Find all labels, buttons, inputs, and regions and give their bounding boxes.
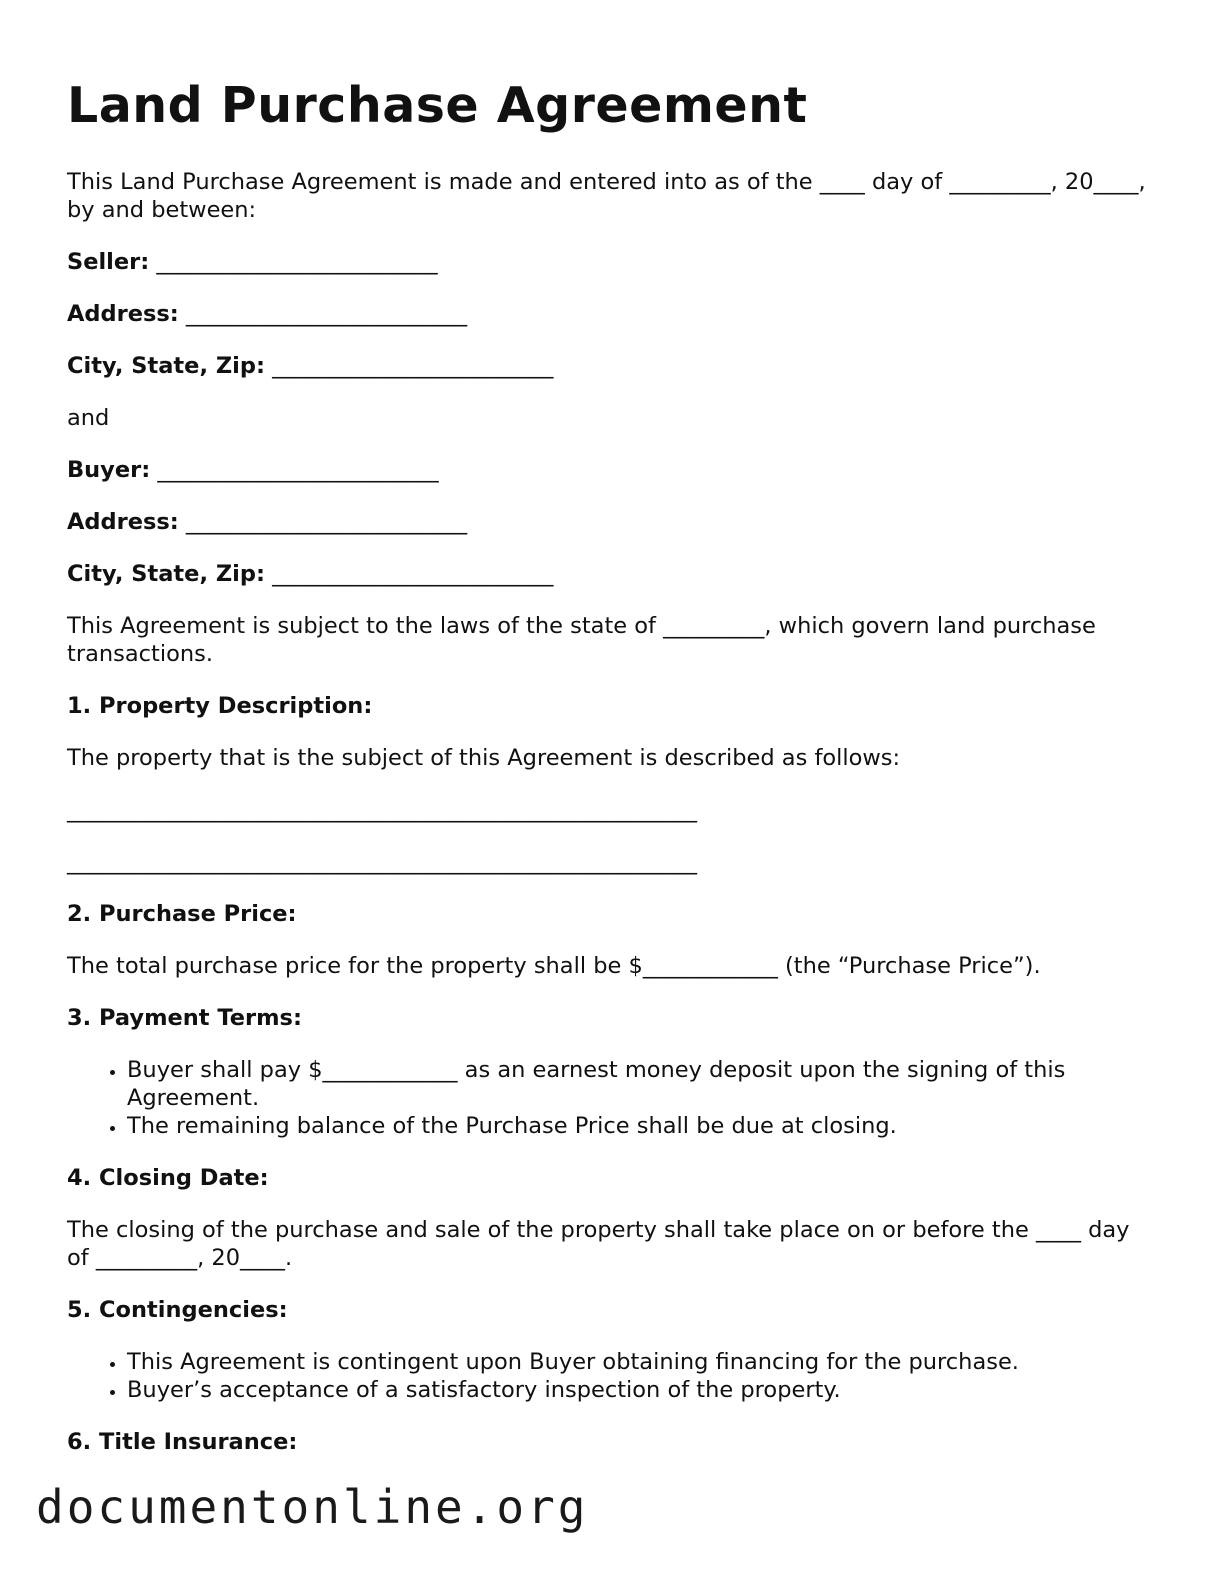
governing-law-paragraph: This Agreement is subject to the laws of the state of _________, which govern land purchase transactions.: [67, 613, 1096, 668]
buyer-address-field: [67, 508, 1157, 536]
seller-city-field: [67, 352, 1157, 380]
seller-city-label: City, State, Zip:: [67, 353, 265, 380]
page-title: Land Purchase Agreement: [67, 77, 808, 134]
section-1-text: The property that is the subject of this Agreement is described as follows:: [67, 745, 901, 772]
section-4-text: The closing of the purchase and sale of the property shall take place on or before the ____ day of _________, 20____.: [67, 1217, 1130, 1272]
section-2-heading: 2. Purchase Price:: [67, 901, 297, 928]
watermark: documentonline.org: [36, 1480, 589, 1534]
seller-address-field: [67, 300, 1157, 328]
section-3-heading: 3. Payment Terms:: [67, 1005, 302, 1032]
seller-city-blank[interactable]: _________________________: [272, 353, 554, 380]
section-2-text: The total purchase price for the property shall be $____________ (the “Purchase Price”).: [67, 953, 1041, 980]
seller-address-blank[interactable]: _________________________: [185, 301, 468, 328]
buyer-city-field: [67, 560, 1157, 588]
seller-address-label: Address:: [67, 301, 179, 328]
buyer-address-label: Address:: [67, 509, 179, 536]
seller-name-blank[interactable]: _________________________: [156, 249, 438, 276]
intro-paragraph: This Land Purchase Agreement is made and entered into as of the ____ day of _________, 20____, by and between:: [67, 169, 1146, 224]
document-page: [67, 78, 1157, 1480]
list-item: • This Agreement is contingent upon Buyer obtaining financing for the purchase.: [127, 1348, 1157, 1376]
buyer-name-label: Buyer:: [67, 457, 151, 484]
conjunction-text: and: [67, 405, 110, 432]
seller-name-label: Seller:: [67, 249, 150, 276]
buyer-address-blank[interactable]: _________________________: [185, 509, 468, 536]
section-1-heading: 1. Property Description:: [67, 693, 373, 720]
buyer-city-label: City, State, Zip:: [67, 561, 265, 588]
buyer-name-blank[interactable]: _________________________: [157, 457, 439, 484]
section-6-heading: 6. Title Insurance:: [67, 1429, 298, 1456]
list-item: • Buyer shall pay $____________ as an earnest money deposit upon the signing of this Agreement.: [127, 1056, 1157, 1112]
property-description-line-2[interactable]: ________________________________________________________: [67, 849, 697, 876]
section-4-heading: 4. Closing Date:: [67, 1165, 269, 1192]
contingencies-list: [67, 1348, 1157, 1404]
list-item: • Buyer’s acceptance of a satisfactory inspection of the property.: [127, 1376, 1157, 1404]
seller-name-field: [67, 248, 1157, 276]
buyer-city-blank[interactable]: _________________________: [272, 561, 554, 588]
list-item: • The remaining balance of the Purchase Price shall be due at closing.: [127, 1112, 1157, 1140]
payment-terms-list: [67, 1056, 1157, 1140]
buyer-name-field: [67, 456, 1157, 484]
property-description-line-1[interactable]: ________________________________________________________: [67, 797, 697, 824]
section-5-heading: 5. Contingencies:: [67, 1297, 288, 1324]
